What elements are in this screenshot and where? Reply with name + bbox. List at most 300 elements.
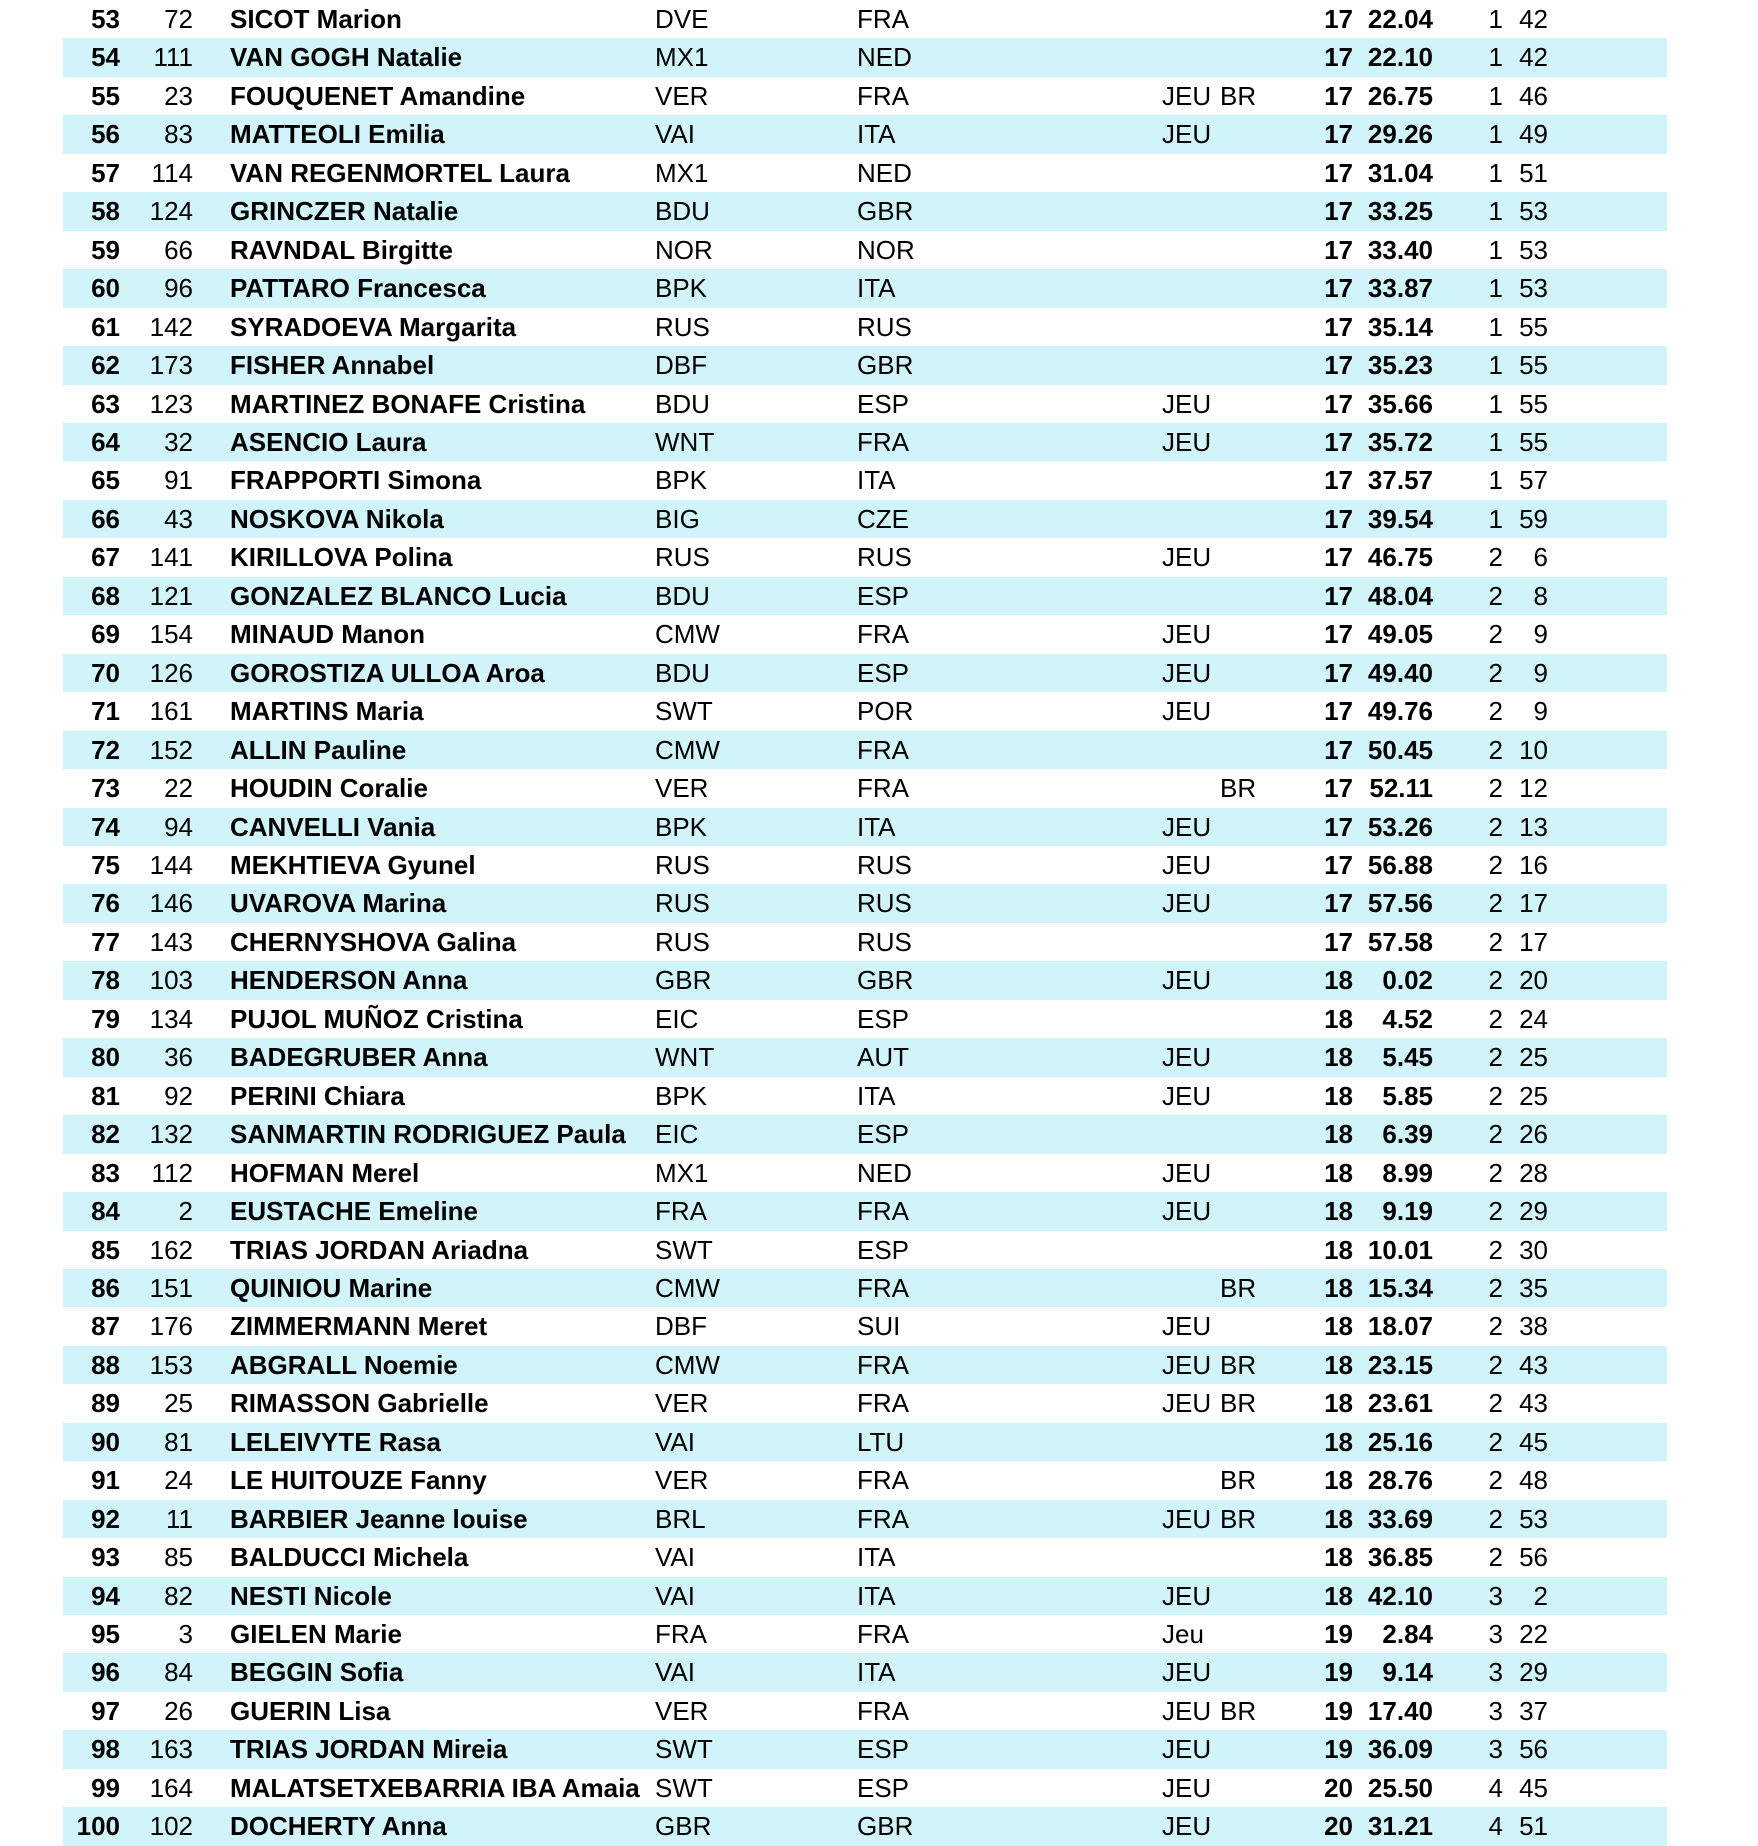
nationality-cell: FRA xyxy=(857,1388,909,1419)
jeu-flag-cell: JEU xyxy=(1162,1503,1212,1534)
rank-cell: 71 xyxy=(91,696,120,727)
bib-number-cell: 96 xyxy=(164,273,193,304)
time-minutes-cell: 17 xyxy=(1324,580,1353,611)
team-code-cell: EIC xyxy=(655,1119,699,1150)
nationality-cell: FRA xyxy=(857,619,909,650)
rank-cell: 96 xyxy=(91,1657,120,1688)
time-seconds-cell: 17.40 xyxy=(1367,1695,1433,1726)
bib-number-cell: 85 xyxy=(164,1542,193,1573)
team-code-cell: NOR xyxy=(655,234,713,265)
team-code-cell: DBF xyxy=(655,350,707,381)
team-code-cell: CMW xyxy=(655,1349,720,1380)
rider-name-cell: GONZALEZ BLANCO Lucia xyxy=(230,580,567,611)
team-code-cell: VER xyxy=(655,1695,709,1726)
rider-name-cell: NESTI Nicole xyxy=(230,1580,392,1611)
bib-number-cell: 83 xyxy=(164,119,193,150)
time-seconds-cell: 49.05 xyxy=(1367,619,1433,650)
bib-number-cell: 151 xyxy=(149,1272,193,1303)
team-code-cell: GBR xyxy=(655,965,712,996)
team-code-cell: SWT xyxy=(655,1772,713,1803)
rank-cell: 62 xyxy=(91,350,120,381)
rank-cell: 54 xyxy=(91,42,120,73)
team-code-cell: SWT xyxy=(655,1734,713,1765)
nationality-cell: RUS xyxy=(857,542,912,573)
team-code-cell: FRA xyxy=(655,1619,707,1650)
time-minutes-cell: 17 xyxy=(1324,849,1353,880)
time-minutes-cell: 18 xyxy=(1324,1580,1353,1611)
nationality-cell: ESP xyxy=(857,1234,910,1265)
table-row xyxy=(63,769,1548,807)
rider-name-cell: BADEGRUBER Anna xyxy=(230,1042,488,1073)
time-seconds-cell: 49.76 xyxy=(1367,696,1433,727)
time-seconds-cell: 22.04 xyxy=(1367,4,1433,34)
bib-number-cell: 173 xyxy=(149,350,193,381)
rank-cell: 74 xyxy=(91,811,120,842)
gap-minutes-cell: 3 xyxy=(1488,1580,1503,1611)
nationality-cell: FRA xyxy=(857,1196,909,1227)
gap-seconds-cell: 12 xyxy=(1519,773,1548,804)
jeu-flag-cell: JEU xyxy=(1162,1734,1212,1765)
time-seconds-cell: 10.01 xyxy=(1367,1234,1433,1265)
rank-cell: 86 xyxy=(91,1272,120,1303)
br-flag-cell: BR xyxy=(1220,1388,1257,1419)
table-row xyxy=(63,1077,1548,1115)
gap-seconds-cell: 26 xyxy=(1519,1119,1548,1150)
time-minutes-cell: 19 xyxy=(1324,1619,1353,1650)
nationality-cell: CZE xyxy=(857,503,909,534)
table-row xyxy=(63,1115,1548,1153)
rank-cell: 94 xyxy=(91,1580,120,1611)
nationality-cell: ESP xyxy=(857,1772,910,1803)
gap-minutes-cell: 2 xyxy=(1488,965,1503,996)
gap-seconds-cell: 53 xyxy=(1519,1503,1548,1534)
rider-name-cell: CANVELLI Vania xyxy=(230,811,436,842)
time-seconds-cell: 52.11 xyxy=(1369,773,1433,804)
gap-minutes-cell: 2 xyxy=(1488,1196,1503,1227)
gap-minutes-cell: 2 xyxy=(1488,1080,1503,1111)
rank-cell: 82 xyxy=(91,1119,120,1150)
gap-seconds-cell: 55 xyxy=(1519,388,1548,419)
gap-minutes-cell: 3 xyxy=(1488,1695,1503,1726)
gap-minutes-cell: 1 xyxy=(1488,503,1503,534)
rank-cell: 80 xyxy=(91,1042,120,1073)
nationality-cell: NOR xyxy=(857,234,915,265)
jeu-flag-cell: JEU xyxy=(1162,119,1212,150)
table-row xyxy=(63,923,1548,961)
rider-name-cell: ZIMMERMANN Meret xyxy=(230,1311,488,1342)
gap-seconds-cell: 53 xyxy=(1519,196,1548,227)
table-row xyxy=(63,1154,1548,1192)
time-seconds-cell: 33.40 xyxy=(1367,234,1433,265)
time-minutes-cell: 19 xyxy=(1324,1695,1353,1726)
table-row xyxy=(63,808,1548,846)
team-code-cell: VAI xyxy=(655,1657,695,1688)
gap-seconds-cell: 55 xyxy=(1519,426,1548,457)
rider-name-cell: PUJOL MUÑOZ Cristina xyxy=(230,1003,523,1034)
time-minutes-cell: 17 xyxy=(1324,619,1353,650)
jeu-flag-cell: JEU xyxy=(1162,1157,1212,1188)
bib-number-cell: 143 xyxy=(149,926,193,957)
team-code-cell: FRA xyxy=(655,1196,707,1227)
time-seconds-cell: 57.58 xyxy=(1367,926,1433,957)
gap-seconds-cell: 30 xyxy=(1519,1234,1548,1265)
bib-number-cell: 144 xyxy=(149,849,193,880)
team-code-cell: BRL xyxy=(655,1503,706,1534)
team-code-cell: BPK xyxy=(655,273,708,304)
br-flag-cell: BR xyxy=(1220,1503,1257,1534)
gap-minutes-cell: 2 xyxy=(1488,888,1503,919)
jeu-flag-cell: JEU xyxy=(1162,1580,1212,1611)
nationality-cell: ITA xyxy=(857,1080,896,1111)
gap-seconds-cell: 10 xyxy=(1519,734,1548,765)
nationality-cell: GBR xyxy=(857,965,914,996)
gap-seconds-cell: 29 xyxy=(1519,1196,1548,1227)
rank-cell: 63 xyxy=(91,388,120,419)
gap-minutes-cell: 2 xyxy=(1488,1003,1503,1034)
gap-seconds-cell: 24 xyxy=(1519,1003,1548,1034)
rank-cell: 100 xyxy=(76,1811,120,1842)
gap-seconds-cell: 2 xyxy=(1533,1580,1548,1611)
time-minutes-cell: 18 xyxy=(1324,1272,1353,1303)
time-minutes-cell: 17 xyxy=(1324,311,1353,342)
gap-seconds-cell: 45 xyxy=(1519,1772,1548,1803)
bib-number-cell: 162 xyxy=(149,1234,193,1265)
rider-name-cell: ABGRALL Noemie xyxy=(230,1349,458,1380)
gap-seconds-cell: 35 xyxy=(1519,1272,1548,1303)
gap-seconds-cell: 43 xyxy=(1519,1388,1548,1419)
gap-minutes-cell: 1 xyxy=(1488,42,1503,73)
gap-seconds-cell: 9 xyxy=(1533,619,1548,650)
table-row xyxy=(63,538,1548,576)
br-flag-cell: BR xyxy=(1220,1272,1257,1303)
table-row xyxy=(63,115,1548,153)
bib-number-cell: 66 xyxy=(164,234,193,265)
nationality-cell: ESP xyxy=(857,388,910,419)
gap-seconds-cell: 53 xyxy=(1519,234,1548,265)
bib-number-cell: 123 xyxy=(149,388,193,419)
gap-seconds-cell: 25 xyxy=(1519,1080,1548,1111)
gap-minutes-cell: 1 xyxy=(1488,119,1503,150)
rank-cell: 98 xyxy=(91,1734,120,1765)
rider-name-cell: TRIAS JORDAN Ariadna xyxy=(230,1234,529,1265)
time-seconds-cell: 9.14 xyxy=(1382,1657,1433,1688)
time-seconds-cell: 35.23 xyxy=(1367,350,1433,381)
gap-minutes-cell: 2 xyxy=(1488,580,1503,611)
gap-minutes-cell: 2 xyxy=(1488,1311,1503,1342)
rider-name-cell: MATTEOLI Emilia xyxy=(230,119,445,150)
time-minutes-cell: 18 xyxy=(1324,1426,1353,1457)
rank-cell: 66 xyxy=(91,503,120,534)
br-flag-cell: BR xyxy=(1220,1695,1257,1726)
gap-seconds-cell: 37 xyxy=(1519,1695,1548,1726)
bib-number-cell: 26 xyxy=(164,1695,193,1726)
gap-minutes-cell: 2 xyxy=(1488,1042,1503,1073)
jeu-flag-cell: JEU xyxy=(1162,811,1212,842)
time-minutes-cell: 17 xyxy=(1324,234,1353,265)
gap-minutes-cell: 1 xyxy=(1488,196,1503,227)
table-row xyxy=(63,346,1548,384)
rider-name-cell: VAN REGENMORTEL Laura xyxy=(230,157,570,188)
table-row xyxy=(63,1423,1548,1461)
nationality-cell: LTU xyxy=(857,1426,905,1457)
table-row xyxy=(63,269,1548,307)
gap-minutes-cell: 1 xyxy=(1488,4,1503,34)
team-code-cell: BDU xyxy=(655,196,710,227)
table-row xyxy=(63,385,1548,423)
gap-minutes-cell: 3 xyxy=(1488,1657,1503,1688)
time-seconds-cell: 35.14 xyxy=(1367,311,1433,342)
team-code-cell: VAI xyxy=(655,119,695,150)
time-minutes-cell: 17 xyxy=(1324,503,1353,534)
bib-number-cell: 121 xyxy=(149,580,193,611)
rider-name-cell: KIRILLOVA Polina xyxy=(230,542,453,573)
time-minutes-cell: 18 xyxy=(1324,1157,1353,1188)
table-row xyxy=(63,884,1548,922)
team-code-cell: VER xyxy=(655,1465,709,1496)
table-row xyxy=(63,1577,1548,1615)
nationality-cell: ITA xyxy=(857,273,896,304)
team-code-cell: WNT xyxy=(655,426,715,457)
team-code-cell: RUS xyxy=(655,542,710,573)
rank-cell: 79 xyxy=(91,1003,120,1034)
team-code-cell: BPK xyxy=(655,811,708,842)
rider-name-cell: MEKHTIEVA Gyunel xyxy=(230,849,476,880)
time-seconds-cell: 29.26 xyxy=(1367,119,1433,150)
time-seconds-cell: 50.45 xyxy=(1367,734,1433,765)
br-flag-cell: BR xyxy=(1220,80,1257,111)
rider-name-cell: HOUDIN Coralie xyxy=(230,773,428,804)
gap-minutes-cell: 1 xyxy=(1488,350,1503,381)
gap-minutes-cell: 2 xyxy=(1488,696,1503,727)
time-minutes-cell: 17 xyxy=(1324,80,1353,111)
rank-cell: 81 xyxy=(91,1080,120,1111)
rider-name-cell: MARTINEZ BONAFE Cristina xyxy=(230,388,586,419)
jeu-flag-cell: JEU xyxy=(1162,1388,1212,1419)
team-code-cell: BIG xyxy=(655,503,700,534)
gap-seconds-cell: 56 xyxy=(1519,1734,1548,1765)
gap-seconds-cell: 13 xyxy=(1519,811,1548,842)
rank-cell: 72 xyxy=(91,734,120,765)
time-minutes-cell: 17 xyxy=(1324,888,1353,919)
jeu-flag-cell: JEU xyxy=(1162,388,1212,419)
team-code-cell: RUS xyxy=(655,311,710,342)
team-code-cell: VER xyxy=(655,80,709,111)
team-code-cell: GBR xyxy=(655,1811,712,1842)
nationality-cell: RUS xyxy=(857,849,912,880)
nationality-cell: ITA xyxy=(857,1542,896,1573)
rider-name-cell: EUSTACHE Emeline xyxy=(230,1196,479,1227)
jeu-flag-cell: JEU xyxy=(1162,965,1212,996)
jeu-flag-cell: JEU xyxy=(1162,888,1212,919)
time-minutes-cell: 18 xyxy=(1324,1349,1353,1380)
jeu-flag-cell: JEU xyxy=(1162,426,1212,457)
jeu-flag-cell: JEU xyxy=(1162,1311,1212,1342)
rider-name-cell: HOFMAN Merel xyxy=(230,1157,420,1188)
jeu-flag-cell: JEU xyxy=(1162,1196,1212,1227)
table-row xyxy=(63,1038,1548,1076)
nationality-cell: GBR xyxy=(857,1811,914,1842)
gap-seconds-cell: 16 xyxy=(1519,849,1548,880)
bib-number-cell: 11 xyxy=(166,1503,193,1534)
team-code-cell: MX1 xyxy=(655,1157,709,1188)
time-minutes-cell: 17 xyxy=(1324,542,1353,573)
bib-number-cell: 114 xyxy=(151,157,193,188)
table-row xyxy=(63,1384,1548,1422)
rider-name-cell: ASENCIO Laura xyxy=(230,426,427,457)
gap-minutes-cell: 2 xyxy=(1488,1542,1503,1573)
br-flag-cell: BR xyxy=(1220,1465,1257,1496)
table-row xyxy=(63,308,1548,346)
time-seconds-cell: 8.99 xyxy=(1382,1157,1433,1188)
team-code-cell: CMW xyxy=(655,1272,720,1303)
rider-name-cell: SICOT Marion xyxy=(230,4,402,34)
gap-seconds-cell: 51 xyxy=(1519,157,1548,188)
bib-number-cell: 132 xyxy=(149,1119,193,1150)
rank-cell: 69 xyxy=(91,619,120,650)
bib-number-cell: 176 xyxy=(149,1311,193,1342)
gap-minutes-cell: 2 xyxy=(1488,1119,1503,1150)
nationality-cell: FRA xyxy=(857,4,909,34)
gap-minutes-cell: 2 xyxy=(1488,1388,1503,1419)
bib-number-cell: 24 xyxy=(164,1465,193,1496)
table-row xyxy=(63,1192,1548,1230)
time-seconds-cell: 35.66 xyxy=(1367,388,1433,419)
team-code-cell: VAI xyxy=(655,1426,695,1457)
gap-seconds-cell: 17 xyxy=(1519,926,1548,957)
team-code-cell: BPK xyxy=(655,465,708,496)
rank-cell: 77 xyxy=(91,926,120,957)
table-row xyxy=(63,1730,1548,1768)
time-seconds-cell: 5.85 xyxy=(1382,1080,1433,1111)
rank-cell: 85 xyxy=(91,1234,120,1265)
time-minutes-cell: 17 xyxy=(1324,657,1353,688)
rider-name-cell: VAN GOGH Natalie xyxy=(230,42,463,73)
time-seconds-cell: 42.10 xyxy=(1367,1580,1433,1611)
gap-minutes-cell: 4 xyxy=(1488,1772,1503,1803)
table-row xyxy=(63,1769,1548,1807)
bib-number-cell: 164 xyxy=(149,1772,193,1803)
rider-name-cell: GUERIN Lisa xyxy=(230,1695,391,1726)
team-code-cell: RUS xyxy=(655,849,710,880)
team-code-cell: WNT xyxy=(655,1042,715,1073)
time-minutes-cell: 18 xyxy=(1324,1080,1353,1111)
gap-seconds-cell: 51 xyxy=(1519,1811,1548,1842)
bib-number-cell: 2 xyxy=(178,1196,193,1227)
time-seconds-cell: 9.19 xyxy=(1382,1196,1433,1227)
nationality-cell: RUS xyxy=(857,311,912,342)
bib-number-cell: 82 xyxy=(164,1580,193,1611)
time-minutes-cell: 17 xyxy=(1324,926,1353,957)
gap-seconds-cell: 6 xyxy=(1533,542,1548,573)
nationality-cell: FRA xyxy=(857,80,909,111)
time-minutes-cell: 17 xyxy=(1324,734,1353,765)
bib-number-cell: 126 xyxy=(149,657,193,688)
nationality-cell: FRA xyxy=(857,734,909,765)
jeu-flag-cell: JEU xyxy=(1162,657,1212,688)
table-row xyxy=(63,961,1548,999)
team-code-cell: MX1 xyxy=(655,42,709,73)
time-seconds-cell: 46.75 xyxy=(1367,542,1433,573)
bib-number-cell: 72 xyxy=(164,4,193,34)
bib-number-cell: 161 xyxy=(149,696,193,727)
time-minutes-cell: 17 xyxy=(1324,811,1353,842)
team-code-cell: CMW xyxy=(655,734,720,765)
gap-seconds-cell: 20 xyxy=(1519,965,1548,996)
table-row xyxy=(63,1346,1548,1384)
nationality-cell: POR xyxy=(857,696,914,727)
nationality-cell: ITA xyxy=(857,465,896,496)
team-code-cell: VER xyxy=(655,1388,709,1419)
gap-minutes-cell: 2 xyxy=(1488,926,1503,957)
jeu-flag-cell: JEU xyxy=(1162,1657,1212,1688)
rank-cell: 88 xyxy=(91,1349,120,1380)
jeu-flag-cell: JEU xyxy=(1162,80,1212,111)
bib-number-cell: 102 xyxy=(149,1811,193,1842)
team-code-cell: MX1 xyxy=(655,157,709,188)
table-row xyxy=(63,500,1548,538)
time-seconds-cell: 26.75 xyxy=(1367,80,1433,111)
gap-minutes-cell: 1 xyxy=(1488,388,1503,419)
team-code-cell: VAI xyxy=(655,1580,695,1611)
time-seconds-cell: 48.04 xyxy=(1367,580,1433,611)
time-minutes-cell: 17 xyxy=(1324,4,1353,34)
gap-seconds-cell: 48 xyxy=(1519,1465,1548,1496)
table-row xyxy=(63,1269,1548,1307)
rank-cell: 95 xyxy=(91,1619,120,1650)
gap-seconds-cell: 53 xyxy=(1519,273,1548,304)
rank-cell: 64 xyxy=(91,426,120,457)
bib-number-cell: 92 xyxy=(164,1080,193,1111)
bib-number-cell: 124 xyxy=(149,196,193,227)
nationality-cell: ITA xyxy=(857,811,896,842)
rank-cell: 57 xyxy=(91,157,120,188)
nationality-cell: NED xyxy=(857,42,912,73)
nationality-cell: GBR xyxy=(857,196,914,227)
gap-minutes-cell: 2 xyxy=(1488,619,1503,650)
br-flag-cell: BR xyxy=(1220,1349,1257,1380)
nationality-cell: ESP xyxy=(857,1119,910,1150)
time-minutes-cell: 18 xyxy=(1324,1119,1353,1150)
time-minutes-cell: 18 xyxy=(1324,1542,1353,1573)
nationality-cell: ESP xyxy=(857,1003,910,1034)
time-minutes-cell: 18 xyxy=(1324,965,1353,996)
nationality-cell: FRA xyxy=(857,1695,909,1726)
time-minutes-cell: 18 xyxy=(1324,1196,1353,1227)
time-seconds-cell: 36.85 xyxy=(1367,1542,1433,1573)
rank-cell: 67 xyxy=(91,542,120,573)
bib-number-cell: 111 xyxy=(153,42,193,73)
gap-minutes-cell: 2 xyxy=(1488,1234,1503,1265)
rider-name-cell: NOSKOVA Nikola xyxy=(230,503,444,534)
nationality-cell: FRA xyxy=(857,1503,909,1534)
bib-number-cell: 141 xyxy=(149,542,193,573)
rank-cell: 78 xyxy=(91,965,120,996)
nationality-cell: NED xyxy=(857,157,912,188)
time-seconds-cell: 23.61 xyxy=(1367,1388,1433,1419)
gap-seconds-cell: 38 xyxy=(1519,1311,1548,1342)
jeu-flag-cell: JEU xyxy=(1162,1349,1212,1380)
rider-name-cell: GIELEN Marie xyxy=(230,1619,402,1650)
nationality-cell: NED xyxy=(857,1157,912,1188)
gap-seconds-cell: 57 xyxy=(1519,465,1548,496)
time-minutes-cell: 18 xyxy=(1324,1003,1353,1034)
rider-name-cell: RAVNDAL Birgitte xyxy=(230,234,453,265)
gap-minutes-cell: 2 xyxy=(1488,1157,1503,1188)
team-code-cell: DVE xyxy=(655,4,709,34)
table-row xyxy=(63,1461,1548,1499)
rider-name-cell: SYRADOEVA Margarita xyxy=(230,311,517,342)
rider-name-cell: PATTARO Francesca xyxy=(230,273,486,304)
